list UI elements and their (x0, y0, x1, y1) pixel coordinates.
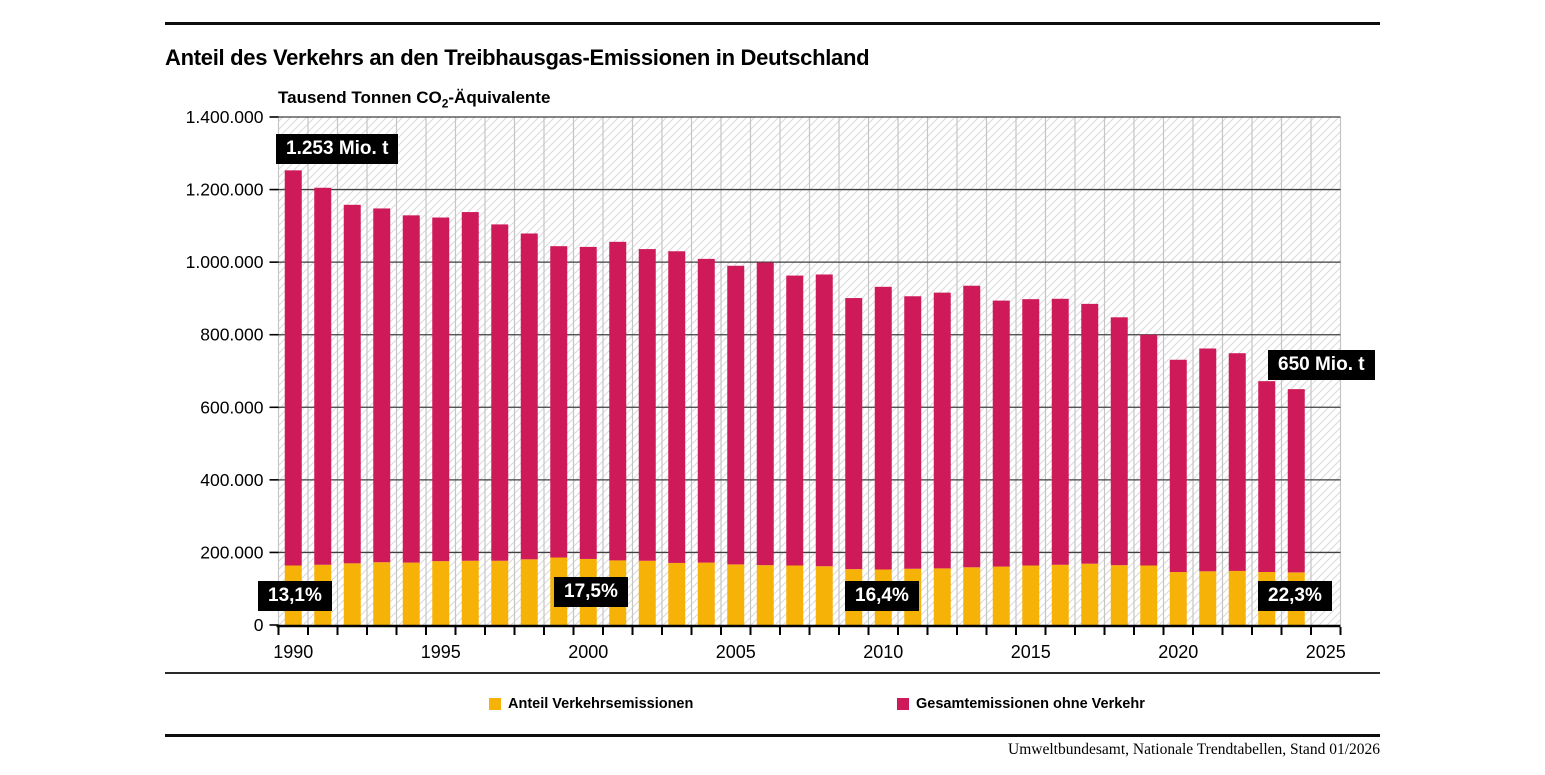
bar-other-2016 (1052, 299, 1069, 565)
annotation-share-2000: 17,5% (554, 577, 628, 607)
bar-other-1995 (432, 218, 449, 562)
bar-transport-2014 (993, 567, 1010, 625)
bottom-rule (165, 734, 1380, 737)
bar-other-2024 (1288, 389, 1305, 572)
bar-other-2023 (1258, 381, 1275, 572)
legend-swatch-transport-icon (489, 698, 501, 710)
bar-other-2001 (609, 242, 626, 561)
bar-other-1997 (491, 224, 508, 560)
bar-transport-2012 (934, 568, 951, 625)
ytick-label: 800.000 (200, 324, 264, 345)
legend-label-other: Gesamtemissionen ohne Verkehr (916, 696, 1145, 712)
bar-transport-2016 (1052, 565, 1069, 625)
legend-item-transport (489, 696, 693, 712)
bar-other-1991 (314, 188, 331, 565)
bar-transport-2013 (963, 567, 980, 625)
xtick-label: 2010 (863, 642, 904, 662)
bar-transport-2005 (727, 564, 744, 625)
y-axis-title-suffix: -Äquivalente (448, 88, 551, 107)
bar-other-1990 (285, 170, 302, 565)
bar-other-2007 (786, 276, 803, 566)
annotation-share-1990: 13,1% (258, 581, 332, 611)
bar-transport-2015 (1022, 565, 1039, 625)
bar-other-2013 (963, 286, 980, 568)
bar-other-1993 (373, 208, 390, 562)
xtick-label: 2015 (1010, 642, 1051, 662)
bar-transport-2017 (1081, 564, 1098, 625)
bar-other-2017 (1081, 304, 1098, 564)
annotation-share-2010: 16,4% (845, 581, 919, 611)
bar-other-2002 (639, 249, 656, 561)
bar-transport-2007 (786, 565, 803, 625)
xtick-label: 1990 (273, 642, 314, 662)
bar-other-1994 (403, 215, 420, 562)
bar-other-2014 (993, 301, 1010, 567)
bar-transport-2002 (639, 561, 656, 625)
bar-transport-2003 (668, 563, 685, 625)
bar-transport-2021 (1199, 571, 1216, 625)
legend-swatch-other-icon (897, 698, 909, 710)
bar-other-2004 (698, 259, 715, 563)
bar-other-2000 (580, 247, 597, 559)
annotation-total-1990: 1.253 Mio. t (276, 134, 398, 164)
xtick-label: 2005 (715, 642, 756, 662)
bar-other-2018 (1111, 317, 1128, 565)
ytick-label: 1.200.000 (185, 179, 264, 200)
ytick-label: 0 (253, 615, 264, 635)
bar-other-2009 (845, 298, 862, 569)
bar-other-2006 (757, 263, 774, 566)
xtick-label: 2000 (568, 642, 609, 662)
bar-transport-2020 (1170, 572, 1187, 625)
bar-other-2019 (1140, 335, 1157, 566)
bar-other-2021 (1199, 349, 1216, 572)
bar-transport-1995 (432, 561, 449, 625)
bar-transport-1998 (521, 559, 538, 625)
bar-transport-2018 (1111, 565, 1128, 625)
annotation-share-2024: 22,3% (1258, 581, 1332, 611)
legend-item-other (897, 696, 1145, 712)
ytick-label: 200.000 (200, 542, 264, 563)
xtick-label: 1995 (420, 642, 461, 662)
ytick-label: 600.000 (200, 397, 264, 418)
xtick-label: 2020 (1158, 642, 1199, 662)
legend-label-transport: Anteil Verkehrsemissionen (508, 696, 694, 712)
bar-other-2012 (934, 293, 951, 569)
bar-other-2011 (904, 296, 921, 569)
source-attribution: Umweltbundesamt, Nationale Trendtabellen, Stand 01/2026 (1008, 741, 1380, 758)
bar-other-2022 (1229, 353, 1246, 571)
y-axis-title-text: Tausend Tonnen CO (278, 88, 442, 107)
bar-other-1996 (462, 212, 479, 561)
annotation-total-2024: 650 Mio. t (1268, 350, 1375, 380)
plot-area (186, 107, 1346, 662)
ytick-label: 1.000.000 (185, 252, 264, 273)
bar-transport-2008 (816, 566, 833, 625)
page-title: Anteil des Verkehrs an den Treibhausgas-Emissionen in Deutschland (165, 44, 870, 70)
bar-transport-1992 (344, 563, 361, 625)
bar-transport-1994 (403, 563, 420, 625)
bar-transport-1993 (373, 562, 390, 625)
bar-other-1998 (521, 233, 538, 559)
bar-other-2015 (1022, 299, 1039, 565)
bar-other-2005 (727, 266, 744, 565)
bar-transport-2004 (698, 563, 715, 625)
legend-divider-rule (165, 672, 1380, 674)
bar-transport-2006 (757, 565, 774, 625)
bar-transport-1996 (462, 561, 479, 625)
bar-other-2003 (668, 251, 685, 563)
bar-other-2020 (1170, 360, 1187, 572)
bar-transport-2022 (1229, 571, 1246, 625)
xtick-label: 2025 (1305, 642, 1346, 662)
bar-other-1999 (550, 246, 567, 557)
bar-transport-2019 (1140, 565, 1157, 625)
ytick-label: 1.400.000 (185, 107, 264, 127)
bar-transport-1997 (491, 561, 508, 625)
y-axis-title-subscript: 2 (441, 96, 449, 111)
ytick-label: 400.000 (200, 469, 264, 490)
bar-other-1992 (344, 205, 361, 564)
bar-other-2008 (816, 274, 833, 566)
bar-other-2010 (875, 287, 892, 570)
